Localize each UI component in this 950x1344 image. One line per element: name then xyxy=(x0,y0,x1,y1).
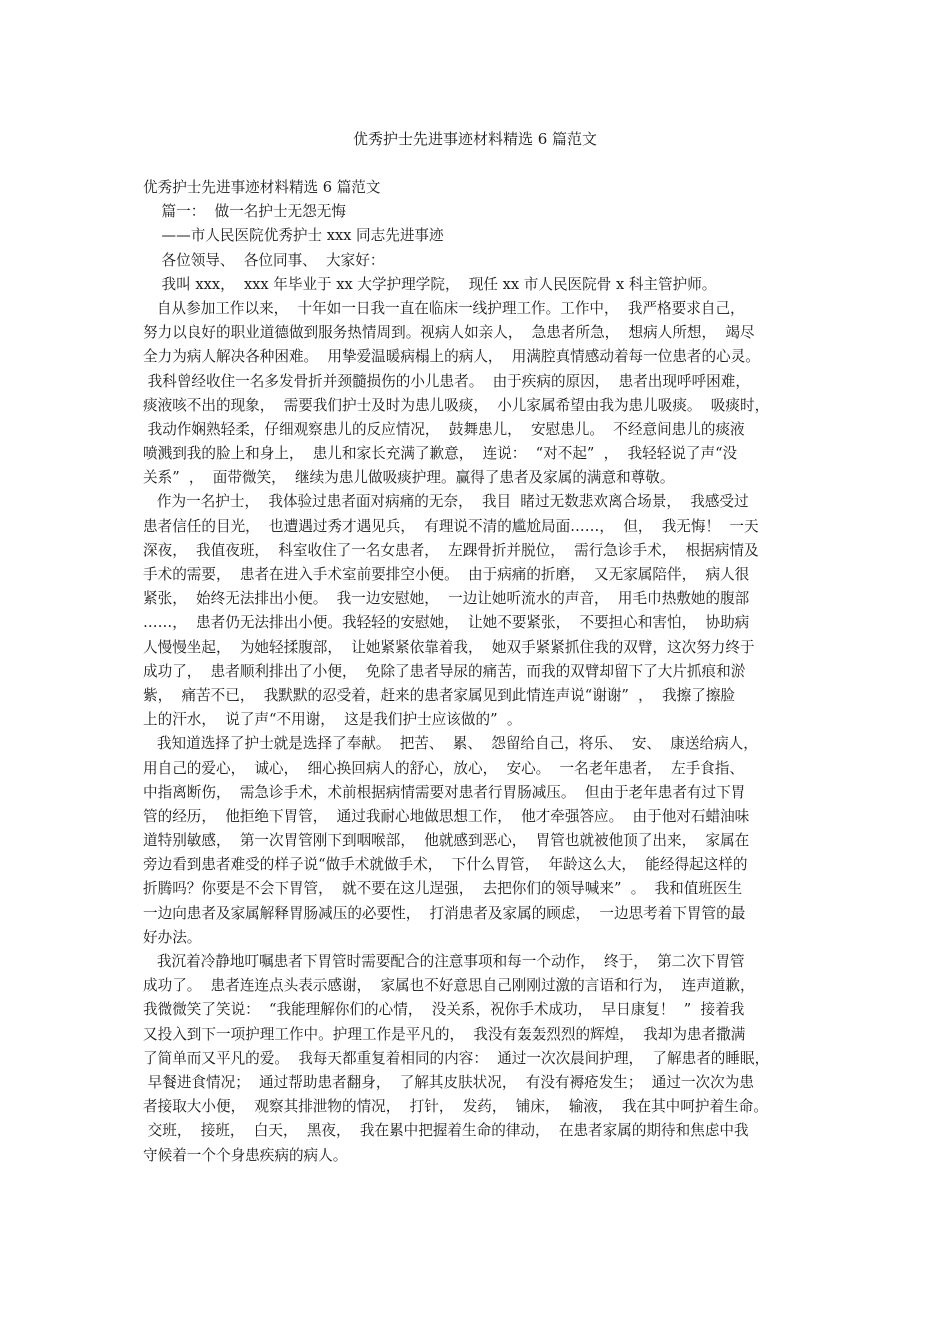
text-line: 我微微笑了笑说： “我能理解你们的心情， 没关系，祝你手术成功， 早日康复！ ” 接着我 xyxy=(143,1001,745,1019)
text-line: 人慢慢坐起， 为她轻揉腹部， 让她紧紧依靠着我， 她双手紧紧抓住我的双臂，这次努力终于 xyxy=(143,638,755,656)
text-line: 折腾吗？你要是不会下胃管， 就不要在这儿逞强， 去把你们的领导喊来” 。 我和值班医生 xyxy=(143,880,743,898)
text-line: 优秀护士先进事迹材料精选 6 篇范文 xyxy=(143,179,381,196)
text-line: 我科曾经收住一名多发骨折并颈髓损伤的小儿患者。 由于疾病的原因， 患者出现呼呼困难， xyxy=(143,372,750,390)
text-line: 手术的需要， 患者在进入手术室前要排空小便。 由于病痛的折磨， 又无家属陪伴， 病人很 xyxy=(143,566,750,583)
text-line: 者接取大小便， 观察其排泄物的情况， 打针， 发药， 铺床， 输液， 我在其中呵护着生命。 xyxy=(143,1098,768,1116)
text-line: ……， 患者仍无法排出小便。我轻轻的安慰她， 让她不要紧张， 不要担心和害怕， 协助病 xyxy=(143,614,750,632)
text-line: 深夜， 我值夜班， 科室收住了一名女患者， 左踝骨折并脱位， 需行急诊手术， 根据病情及 xyxy=(143,541,759,559)
document-title: 优秀护士先进事迹材料精选 6 篇范文 xyxy=(352,130,598,148)
text-line: 道特别敏感， 第一次胃管刚下到咽喉部， 他就感到恶心， 胃管也就被他顶了出来， 家属在 xyxy=(143,832,750,850)
text-line: 旁边看到患者难受的样子说“做手术就做手术， 下什么胃管， 年龄这么大， 能经得起这样的 xyxy=(143,856,748,874)
text-line: ——市人民医院优秀护士 xxx 同志先进事迹 xyxy=(143,227,444,245)
text-line: 作为一名护士， 我体验过患者面对病痛的无奈， 我目 睹过无数悲欢离合场景， 我感受过 xyxy=(143,493,749,511)
text-line: 管的经历， 他拒绝下胃管， 通过我耐心地做思想工作， 他才牵强答应。 由于他对石蜡油味 xyxy=(143,807,750,825)
text-line: 我沉着冷静地叮嘱患者下胃管时需要配合的注意事项和每一个动作， 终于， 第二次下胃管 xyxy=(143,953,745,970)
text-line: 一边向患者及家属解释胃肠减压的必要性， 打消患者及家属的顾虑， 一边思考着下胃管的最 xyxy=(143,904,746,922)
text-line: 紧张， 始终无法排出小便。 我一边安慰她， 一边让她听流水的声音， 用毛巾热敷她的腹部 xyxy=(143,590,750,608)
text-line: 我动作娴熟轻柔，仔细观察患儿的反应情况， 鼓舞患儿， 安慰患儿。 不经意间患儿的痰液 xyxy=(143,420,745,438)
text-line: 喷溅到我的脸上和身上， 患儿和家长充满了歉意， 连说： “对不起” ， 我轻轻说了声“没 xyxy=(143,445,738,463)
text-line: 成功了， 患者顺利排出了小便， 免除了患者导尿的痛苦，而我的双臂却留下了大片抓痕和淤 xyxy=(143,662,746,680)
text-line: 守候着一个个身患疾病的病人。 xyxy=(143,1146,348,1164)
text-line: 好办法。 xyxy=(143,928,202,946)
text-line: 用自己的爱心， 诚心， 细心换回病人的舒心，放心， 安心。 一名老年患者， 左手食指、 xyxy=(143,759,744,777)
text-line: 又投入到下一项护理工作中。护理工作是平凡的， 我没有轰轰烈烈的辉煌， 我却为患者撒满 xyxy=(143,1025,746,1043)
text-line: 关系” ， 面带微笑， 继续为患儿做吸痰护理。赢得了患者及家属的满意和尊敬。 xyxy=(143,469,675,487)
text-line: 上的汗水， 说了声“不用谢， 这是我们护士应该做的” 。 xyxy=(143,711,522,729)
text-line: 痰液咳不出的现象， 需要我们护士及时为患儿吸痰， 小儿家属希望由我为患儿吸痰。 吸痰时， xyxy=(143,396,770,414)
text-line: 中指离断伤， 需急诊手术，术前根据病情需要对患者行胃肠减压。 但由于老年患者有过下胃 xyxy=(143,783,746,801)
text-line: 早餐进食情况； 通过帮助患者翻身， 了解其皮肤状况， 有没有褥疮发生； 通过一次次为患 xyxy=(143,1073,754,1091)
text-line: 篇一： 做一名护士无怨无悔 xyxy=(143,203,346,221)
text-line: 紫， 痛苦不已， 我默默的忍受着，赶来的患者家属见到此情连声说“谢谢” ， 我擦了擦脸 xyxy=(143,686,736,704)
text-line: 自从参加工作以来， 十年如一日我一直在临床一线护理工作。工作中， 我严格要求自己， xyxy=(143,299,745,317)
text-line: 各位领导、 各位同事、 大家好： xyxy=(143,251,385,269)
document-body xyxy=(143,176,815,1168)
text-line: 患者信任的目光， 也遭遇过秀才遇见兵， 有理说不清的尴尬局面……， 但， 我无悔！ 一天 xyxy=(143,517,759,535)
text-line: 成功了。 患者连连点头表示感谢， 家属也不好意思自己刚刚过激的言语和行为， 连声道歉， xyxy=(143,977,755,995)
text-line: 我知道选择了护士就是选择了奉献。 把苦、 累、 怨留给自己，将乐、 安、 康送给病人， xyxy=(143,735,758,753)
text-line: 交班， 接班， 白天， 黑夜， 我在累中把握着生命的律动， 在患者家属的期待和焦虑中我 xyxy=(143,1122,749,1140)
text-line: 全力为病人解决各种困难。 用挚爱温暖病榻上的病人， 用满腔真情感动着每一位患者的心灵。 xyxy=(143,348,760,366)
text-line: 了简单而又平凡的爱。 我每天都重复着相同的内容： 通过一次次晨间护理， 了解患者的睡眠， xyxy=(143,1049,770,1067)
text-line: 努力以良好的职业道德做到服务热情周到。视病人如亲人， 急患者所急， 想病人所想， 竭尽 xyxy=(143,324,755,342)
text-line: 我叫 xxx， xxx 年毕业于 xx 大学护理学院， 现任 xx 市人民医院骨 x 科主管护师。 xyxy=(143,275,717,293)
